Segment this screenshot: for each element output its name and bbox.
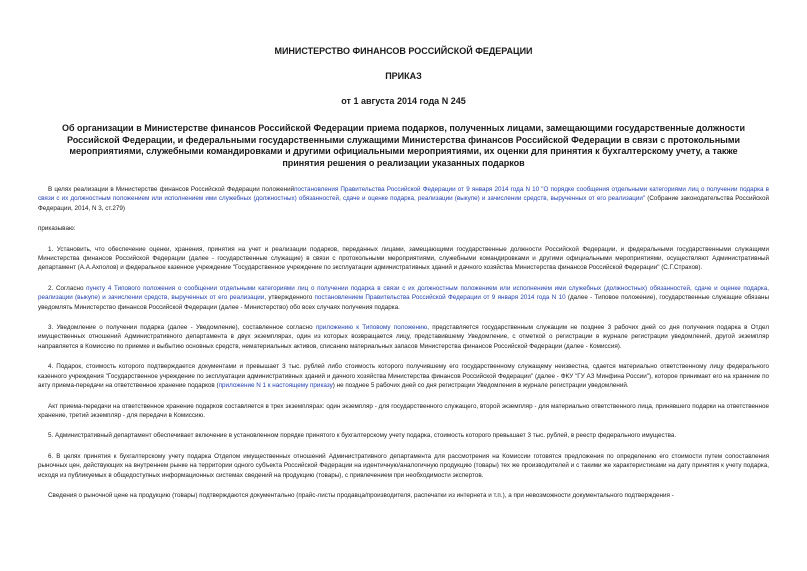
item-4-text: 4. Подарок, стоимость которого подтверждается документами и превышает 3 тыс. рублей либо стоимость которого получившему его государственному служащему неизвестна, сдается материально ответственному лицу федерального казенного учреждения "Государственное учреждение по эксплуатации административных зданий и дачного хозяйства Министерства финансов Российской Федерации" (далее - ФКУ "ГУ АЗ Минфина России"), которое принимает его на хранение по акту приема-передачи на ответственное хранение подарков ( xyxy=(38,363,769,390)
order-word: приказываю: xyxy=(38,225,76,233)
item-3-text-b: , представляется государственным служащим не позднее 3 рабочих дней со дня получения подарка в Отдел имущественных отношений Административного департамента в двух экземплярах, один из которых возвращается лицу, представившему Уведомление, с отметкой о регистрации в журнале регистрации уведомлений, другой экземпляр направляется в Комиссию по приемке и выбытию основных средств, нематериальных активов, списанию материальных запасов Министерства финансов Российской Федерации (далее - Комиссия). xyxy=(38,324,769,350)
preamble-source: (Собрание законодательства Российской Федерации, 2014, N 3, ст.279) xyxy=(38,195,769,212)
item-3 xyxy=(38,323,769,351)
link-government-decree-2[interactable]: постановлением Правительства Российской Федерации от 9 января 2014 года N 10 xyxy=(314,294,566,302)
item-2-text-b: , утвержденного xyxy=(264,294,315,302)
item-5: 5. Административный департамент обеспечивает включение в установленном порядке принятого к бухгалтерскому учету подарка, стоимость которого превышает 3 тыс. рублей, в реестр федерального имущества. xyxy=(48,432,677,440)
item-4-text-b: ) не позднее 5 рабочих дней со дня регистрации Уведомления в журнале регистрации уведомлений. xyxy=(332,382,629,390)
item-6: 6. В целях принятия к бухгалтерскому учету подарка Отделом имущественных отношений Административного департамента для рассмотрения на Комиссии готовятся предложения по определению его стоимости путем сопоставления рыночных цен, действующих на внутреннем рынке на территории одного субъекта Российской Федерации на идентичную/аналогичную продукцию (товары) тех же производителей и с такими же характеристиками на дату принятия к учету подарка, исходя из публикуемых в общедоступных информационных системах сведений на продукцию (товары), с привлечением при необходимости экспертов. xyxy=(38,452,769,479)
preamble-paragraph xyxy=(38,185,769,213)
item-4 xyxy=(38,362,769,390)
link-government-decree[interactable]: постановления Правительства Российской Федерации от 9 января 2014 года N 10 "О порядке сообщения отдельными категориями лиц о получении подарка в связи с их должностным положением или исполнением ими служебных (должностных) обязанностей, сдаче и оценке подарка, реализации (выкупе) и зачислении средств, вырученных от его реализации" xyxy=(38,186,770,203)
item-3-text: 3. Уведомление о получении подарка (далее - Уведомление), составленное согласно xyxy=(48,324,316,332)
document-body xyxy=(38,185,769,500)
order-date-number: от 1 августа 2014 года N 245 xyxy=(341,96,466,106)
link-appendix-1[interactable]: приложение N 1 к настоящему приказу xyxy=(218,382,333,390)
link-appendix-typical-regulation[interactable]: приложению к Типовому положению xyxy=(315,324,428,332)
act-paragraph: Акт приема-передачи на ответственное хранение подарков составляется в трех экземплярах: один экземпляр - для государственного служащего, второй экземпляр - для материально ответственного лица, принявшего подарки на ответственное хранение, третий экземпляр - для передачи в Комиссию. xyxy=(38,402,769,419)
link-typical-regulation-p4[interactable]: пункту 4 Типового положения о сообщении отдельными категориями лиц о получении подарка в связи с их должностным положением или исполнением ими служебных (должностных) обязанностей, сдаче и оценке подарка, реализации (выкупе) и зачислении средств, вырученных от его реализации xyxy=(38,284,769,302)
preamble-text: В целях реализации в Министерстве финансов Российской Федерации положений xyxy=(48,186,295,193)
ministry-heading: МИНИСТЕРСТВО ФИНАНСОВ РОССИЙСКОЙ ФЕДЕРАЦИИ xyxy=(274,46,533,56)
document-title: Об организации в Министерстве финансов Российской Федерации приема подарков, полученных лицами, замещающими государственные должности Российской Федерации, и федеральными государственными служащими Министерства финансов Российской Федерации в связи с протокольными мероприятиями, служебными командировками и другими официальными мероприятиями, их оценки для принятия к бухгалтерскому учету, а также принятия решения о реализации указанных подарков xyxy=(61,123,746,168)
item-2 xyxy=(38,284,769,312)
doc-type-heading: ПРИКАЗ xyxy=(385,71,422,81)
item-2-text: 2. Согласно xyxy=(48,284,87,292)
item-2-text-c: (далее - Типовое положение), государственные служащие обязаны уведомлять Министерство финансов Российской Федерации (далее - Министерство) обо всех случаях получения подарка. xyxy=(38,294,769,311)
item-1: 1. Установить, что обеспечение оценки, хранения, принятия на учет и реализации подарков, переданных лицами, замещающими государственные должности Российской Федерации, и федеральными государственными служащими Министерства финансов Российской Федерации (далее - государственные служащие) в связи с протокольными мероприятиями, служебными командировками и другими официальными мероприятиями, осуществляют Административный департамент (А.А.Ахполов) и федеральное казенное учреждение "Государственное учреждение по эксплуатации административных зданий и дачного хозяйства Министерства финансов Российской Федерации" (С.Г.Страхов). xyxy=(38,245,769,272)
market-price-paragraph: Сведения о рыночной цене на продукцию (товары) подтверждаются документально (прайс-листы продавца/производителя, распечатки из интернета и т.п.), а при невозможности документального подтверждения - xyxy=(48,491,674,499)
